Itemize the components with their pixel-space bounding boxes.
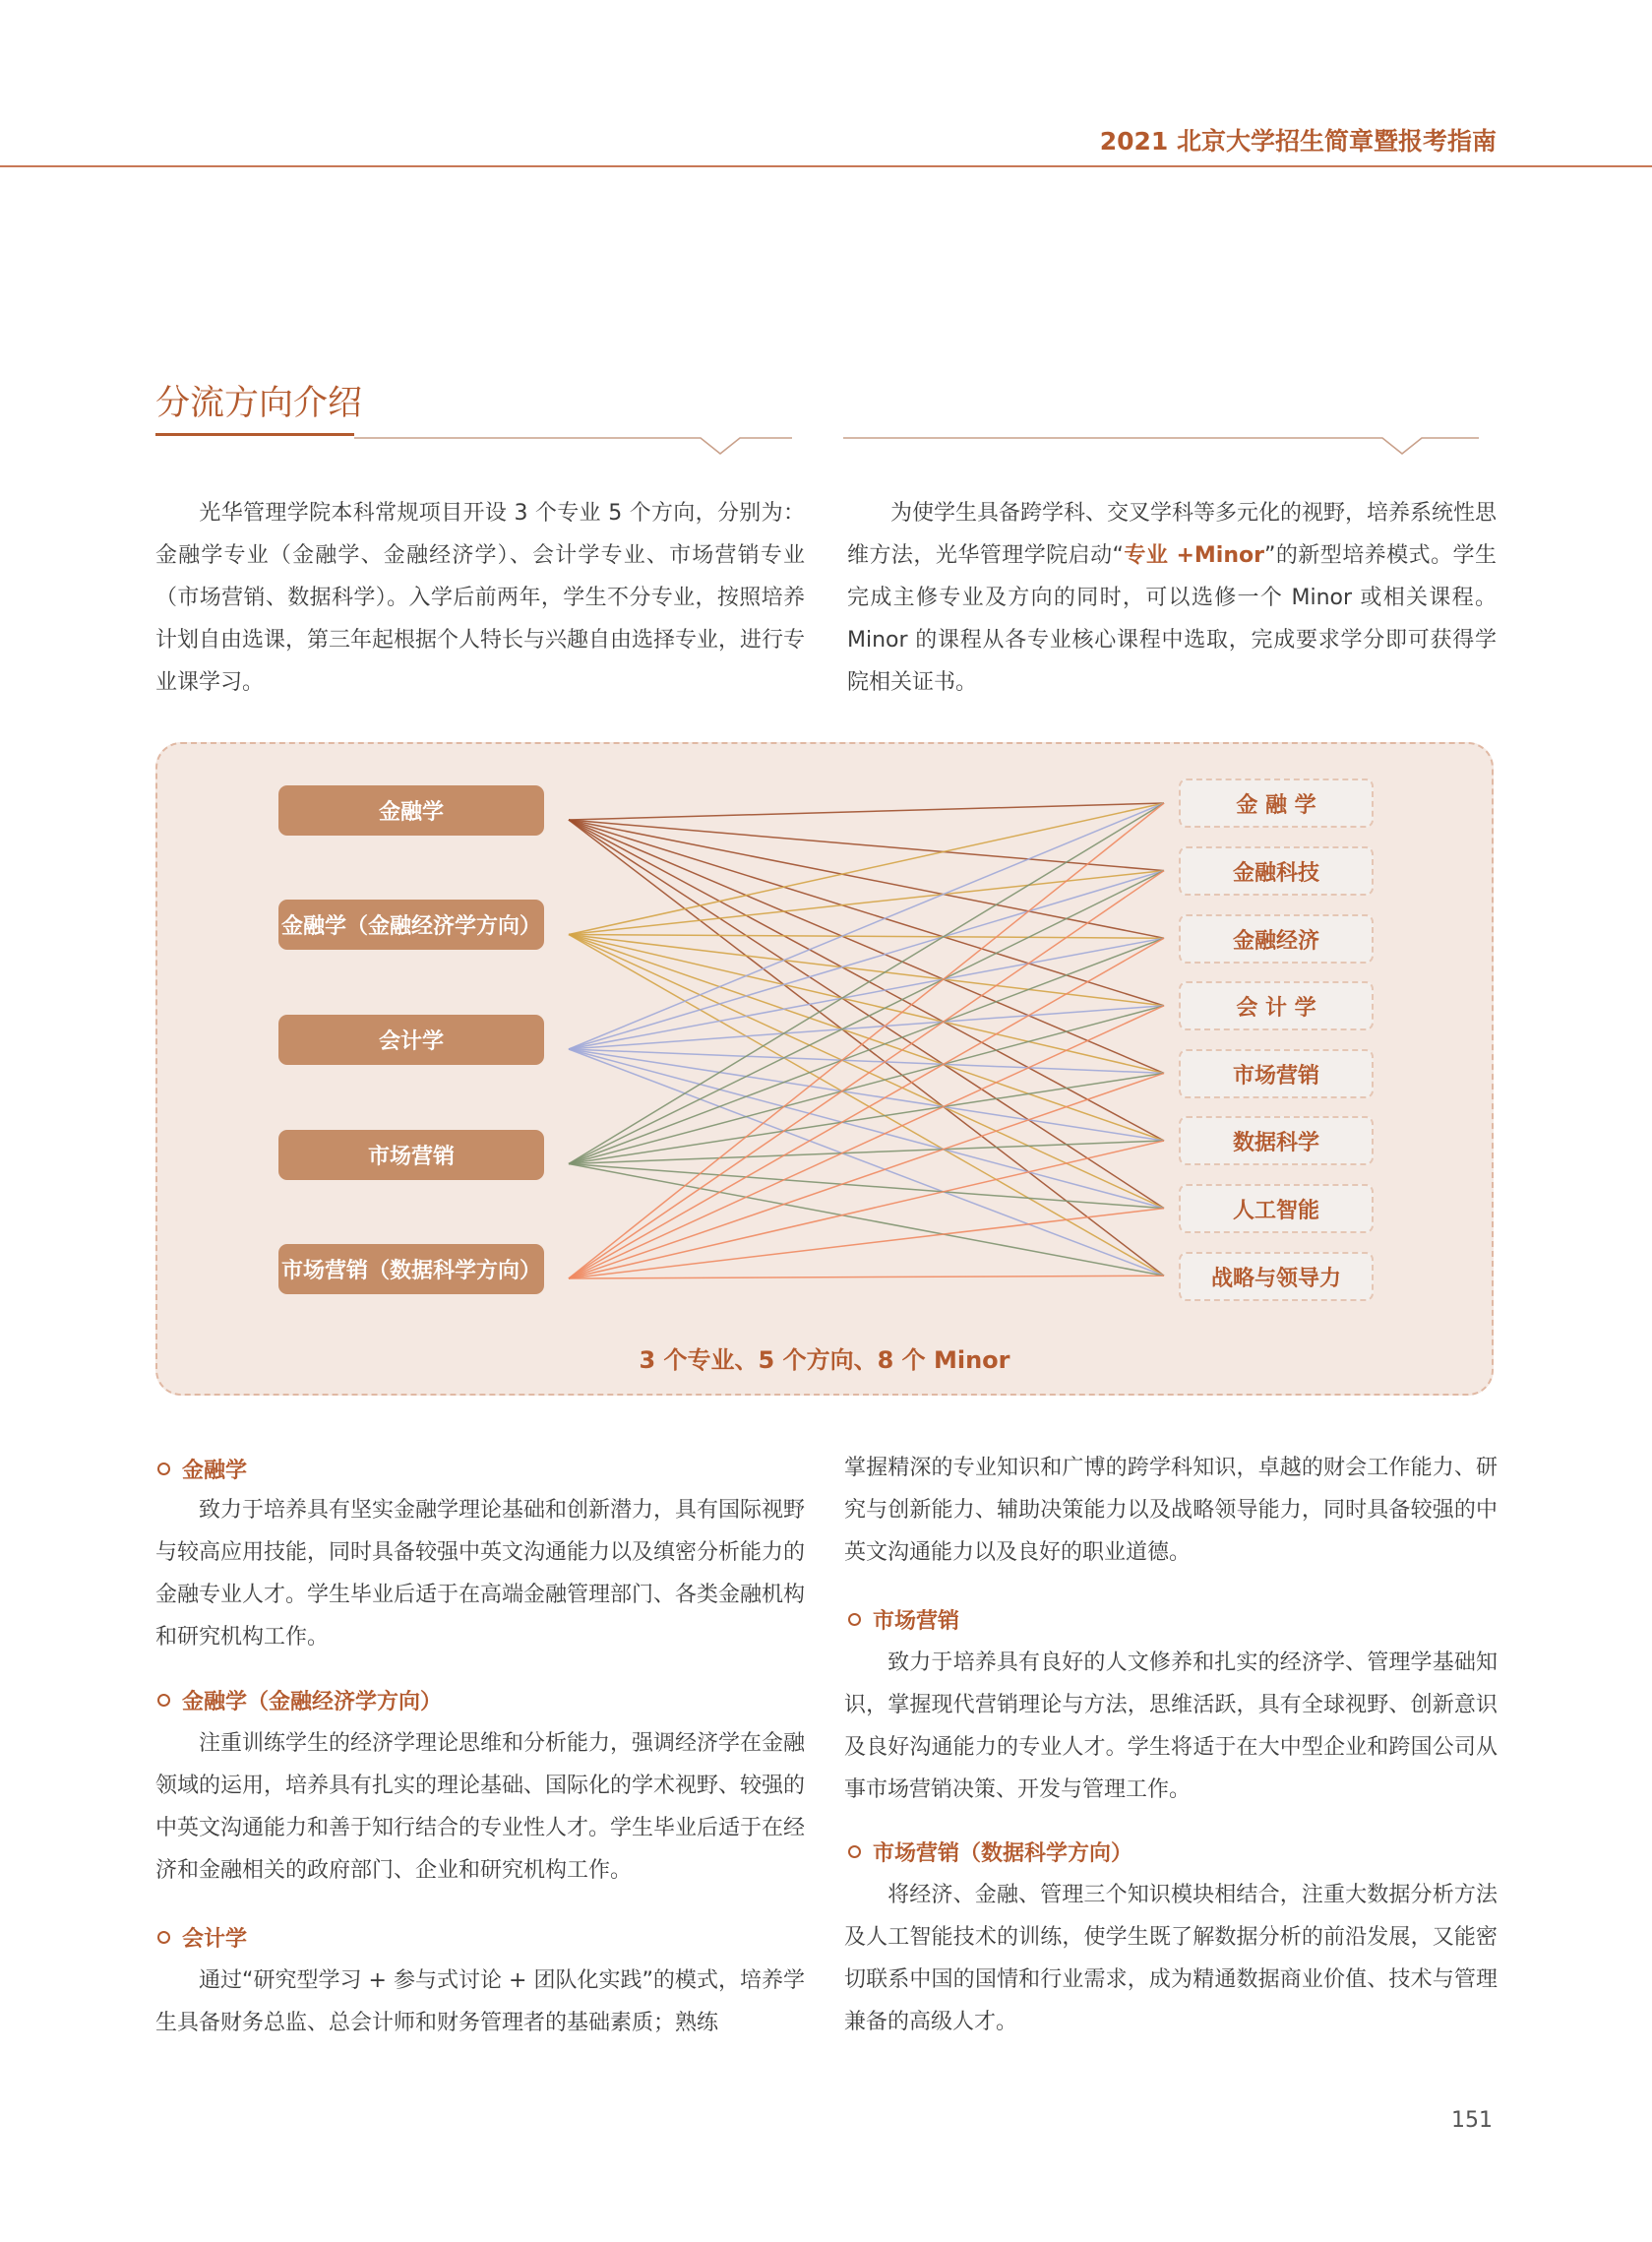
intro-right-paragraph: 为使学生具备跨学科、交叉学科等多元化的视野，培养系统性思维方法，光华管理学院启动“专业 +Minor”的新型培养模式。学生完成主修专业及方向的同时，可以选修一个 Minor 或相关课程。Minor 的课程从各专业核心课程中选取，完成要求学分即可获得学院相关证书。 — [847, 501, 1498, 695]
connection-line — [569, 1209, 1164, 1278]
minor-box-data-science: 数据科学 — [1179, 1116, 1374, 1165]
accounting-paragraph: 通过“研究型学习 + 参与式讨论 + 团队化实践”的模式，培养学生具备财务总监、总会计师和财务管理者的基础素质；熟练 — [155, 1968, 805, 2035]
circle-bullet-icon — [157, 1694, 170, 1707]
connection-line — [569, 820, 1164, 938]
major-box-finance: 金融学 — [278, 785, 544, 836]
connection-line — [569, 938, 1164, 1278]
connection-line — [569, 871, 1164, 1278]
minor-box-ai: 人工智能 — [1179, 1184, 1374, 1233]
connection-line — [569, 935, 1164, 1277]
finance-econ-heading: 金融学（金融经济学方向） — [157, 1685, 442, 1715]
connection-line — [569, 1141, 1164, 1164]
header-title: 2021 北京大学招生简章暨报考指南 — [1099, 127, 1497, 156]
intro-left-paragraph: 光华管理学院本科常规项目开设 3 个专业 5 个方向，分别为：金融学专业（金融学、金融经济学）、会计学专业、市场营销专业（市场营销、数据科学）。入学后前两年，学生不分专业，按照培养计划自由选课，第三年起根据个人特长与兴趣自由选择专业，进行专业课学习。 — [155, 501, 806, 695]
connection-line — [569, 1073, 1164, 1278]
major-minor-highlight: 专业 +Minor — [1123, 543, 1264, 568]
connection-line — [569, 820, 1164, 871]
marketing-paragraph: 致力于培养具有良好的人文修养和扎实的经济学、管理学基础知识，掌握现代营销理论与方法，思维活跃，具有全球视野、创新意识及良好沟通能力的专业人才。学生将适于在大中型企业和跨国公司从事市场营销决策、开发与管理工作。 — [844, 1650, 1498, 1802]
major-box-accounting: 会计学 — [278, 1015, 544, 1065]
connection-line — [569, 935, 1164, 1209]
connection-line — [569, 1049, 1164, 1276]
accounting-heading: 会计学 — [157, 1922, 247, 1953]
finance-heading: 金融学 — [157, 1454, 247, 1484]
major-box-marketing: 市场营销 — [278, 1130, 544, 1180]
connection-line — [569, 1006, 1164, 1164]
minor-box-strategy-leadership: 战略与领导力 — [1179, 1252, 1374, 1301]
circle-bullet-icon — [848, 1845, 861, 1858]
minor-box-fintech: 金融科技 — [1179, 846, 1374, 896]
major-box-marketing-data-science: 市场营销（数据科学方向） — [278, 1244, 544, 1294]
minor-box-finance-economics: 金融经济 — [1179, 914, 1374, 964]
data-science-paragraph: 将经济、金融、管理三个知识模块相结合，注重大数据分析方法及人工智能技术的训练，使学生既了解数据分析的前沿发展，又能密切联系中国的国情和行业需求，成为精通数据商业价值、技术与管理兼备的高级人才。 — [844, 1883, 1498, 2034]
connection-line — [569, 871, 1164, 935]
circle-bullet-icon — [157, 1463, 170, 1475]
circle-bullet-icon — [157, 1931, 170, 1944]
marketing-heading: 市场营销 — [848, 1604, 959, 1635]
connection-line — [569, 935, 1164, 939]
connection-line — [569, 820, 1164, 1141]
finance-paragraph: 致力于培养具有坚实金融学理论基础和创新潜力，具有国际视野与较高应用技能，同时具备较强中英文沟通能力以及缜密分析能力的金融专业人才。学生毕业后适于在高端金融管理部门、各类金融机构和研究机构工作。 — [155, 1498, 806, 1650]
section-title: 分流方向介绍 — [155, 384, 363, 423]
diagram-caption: 3 个专业、5 个方向、8 个 Minor — [639, 1346, 1010, 1374]
connection-line — [569, 871, 1164, 1049]
connection-line — [569, 1164, 1164, 1209]
header-divider — [0, 165, 1652, 167]
circle-bullet-icon — [848, 1613, 861, 1626]
finance-econ-paragraph: 注重训练学生的经济学理论思维和分析能力，强调经济学在金融领域的运用，培养具有扎实的理论基础、国际化的学术视野、较强的中英文沟通能力和善于知行结合的专业性人才。学生毕业后适于在经济和金融相关的政府部门、企业和研究机构工作。 — [155, 1731, 806, 1883]
connection-line — [569, 935, 1164, 1006]
connection-line — [569, 1276, 1164, 1278]
connection-line — [569, 1049, 1164, 1141]
connection-line — [569, 1164, 1164, 1277]
right-divider-ornament — [843, 429, 1479, 457]
connection-line — [569, 820, 1164, 1006]
title-underline — [155, 433, 354, 436]
data-science-heading: 市场营销（数据科学方向） — [848, 1837, 1132, 1867]
connection-line — [569, 938, 1164, 1163]
connection-line — [569, 1006, 1164, 1278]
connection-line — [569, 1141, 1164, 1278]
page-number: 151 — [1451, 2108, 1493, 2133]
connection-line — [569, 803, 1164, 820]
left-divider-ornament — [354, 429, 792, 457]
major-box-finance-economics: 金融学（金融经济学方向） — [278, 900, 544, 950]
minor-box-finance: 金 融 学 — [1179, 778, 1374, 828]
minor-box-marketing: 市场营销 — [1179, 1049, 1374, 1098]
connection-line — [569, 1049, 1164, 1209]
minor-box-accounting: 会 计 学 — [1179, 981, 1374, 1030]
accounting-paragraph-continued: 掌握精深的专业知识和广博的跨学科知识，卓越的财会工作能力、研究与创新能力、辅助决策能力以及战略领导能力，同时具备较强的中英文沟通能力以及良好的职业道德。 — [844, 1456, 1498, 1565]
